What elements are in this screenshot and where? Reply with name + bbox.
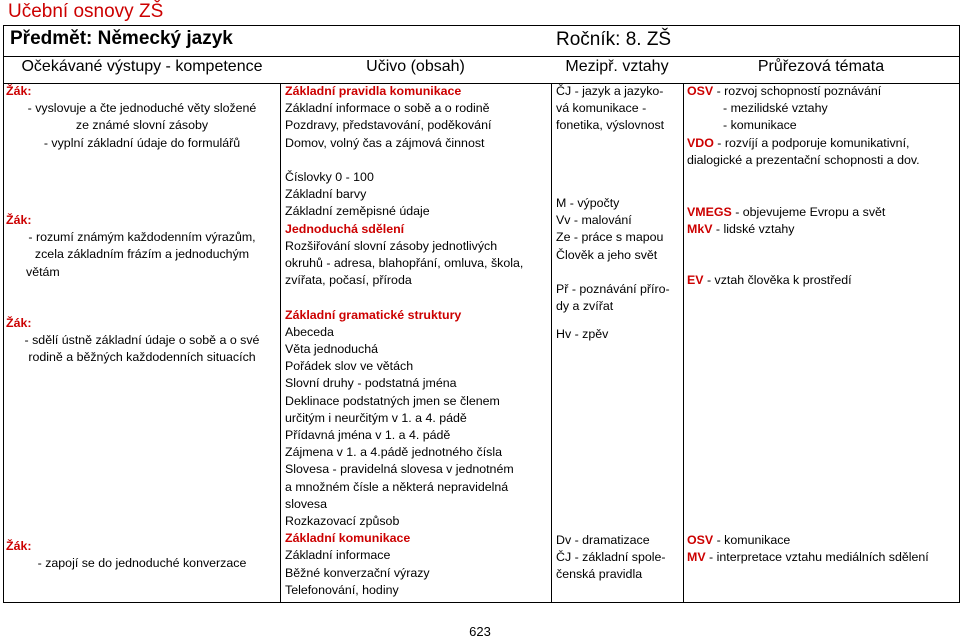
theme-line: MkV - lidské vztahy [687, 222, 795, 237]
relation-line: fonetika, výslovnost [556, 118, 665, 133]
theme-code: VDO [687, 135, 714, 150]
theme-line: EV - vztah člověka k prostředí [687, 273, 852, 287]
content-line: Základní informace o sobě a o rodině [285, 101, 490, 116]
content-line: Slovní druhy - podstatná jména [285, 376, 457, 391]
theme-line: OSV - rozvoj schopností poznávání [687, 84, 882, 98]
content-line: Telefonování, hodiny [285, 582, 399, 597]
relation-line: Ze - práce s mapou [556, 230, 664, 245]
content-line: Rozšiřování slovní zásoby jednotlivých [285, 238, 498, 253]
divider [4, 56, 959, 57]
outputs-group-1 [6, 83, 278, 152]
content-line: Základní informace [285, 548, 391, 563]
relation-line: čenská pravidla [556, 567, 643, 582]
relation-line: Člověk a jeho svět [556, 247, 658, 262]
relation-line: ČJ - základní spole- [556, 550, 666, 565]
output-line: - rozumí známým každodenním výrazům, [28, 230, 256, 245]
content-line: Rozkazovací způsob [285, 514, 400, 529]
header-outputs: Očekávané výstupy - kompetence [21, 58, 263, 75]
theme-line: - komunikace [723, 118, 797, 133]
content-line: okruhů - adresa, blahopřání, omluva, škola, [285, 256, 524, 271]
output-line: - vyslovuje a čte jednoduché věty složené [27, 101, 257, 116]
content-heading: Jednoduchá sdělení [285, 221, 405, 236]
output-line: - sdělí ústně základní údaje o sobě a o své [24, 333, 260, 348]
theme-code: OSV [687, 84, 714, 98]
content-line: Základní zeměpisné údaje [285, 204, 430, 219]
themes-group-4 [687, 532, 957, 566]
content-line: a množném čísle a některá nepravidelná [285, 479, 509, 494]
column-divider [683, 84, 684, 602]
relation-line: Př - poznávání příro- [556, 282, 670, 296]
content-heading: Základní komunikace [285, 531, 411, 546]
content-line: Pořádek slov ve větách [285, 359, 414, 374]
content-line: Věta jednoduchá [285, 342, 379, 357]
column-divider [280, 84, 281, 602]
themes-group-2 [687, 204, 957, 238]
relation-line: dy a zvířat [556, 299, 614, 314]
theme-line: VDO - rozvíjí a podporuje komunikativní, [687, 135, 910, 150]
relation-line: ČJ - jazyk a jazyko- [556, 84, 664, 98]
header-themes: Průřezová témata [757, 58, 885, 75]
zak-label: Žák: [6, 539, 32, 553]
zak-label: Žák: [6, 316, 32, 330]
theme-line: MV - interpretace vztahu mediálních sdělení [687, 550, 929, 565]
relations-group-2 [556, 195, 682, 264]
theme-code: MV [687, 550, 706, 565]
relation-line: Dv - dramatizace [556, 533, 650, 547]
content-line: Slovesa - pravidelná slovesa v jednotném [285, 462, 514, 477]
theme-code: MkV [687, 222, 713, 237]
header-relations: Mezipř. vztahy [565, 58, 669, 75]
output-line: ze známé slovní zásoby [75, 118, 209, 133]
relation-line: Hv - zpěv [556, 327, 609, 341]
theme-line: dialogické a prezentační schopnosti a dov. [687, 152, 920, 167]
themes-group-3 [687, 272, 957, 289]
content-heading: Základní pravidla komunikace [285, 84, 462, 98]
content-heading: Základní gramatické struktury [285, 307, 462, 322]
relation-line: M - výpočty [556, 196, 620, 210]
content-line: zvířata, počasí, příroda [285, 273, 412, 288]
content-column [285, 83, 549, 599]
theme-code: VMEGS [687, 205, 732, 219]
content-line: slovesa [285, 496, 328, 511]
content-line: určitým i neurčitým v 1. a 4. pádě [285, 410, 467, 425]
content-line: Zájmena v 1. a 4.pádě jednotného čísla [285, 445, 502, 460]
zak-label: Žák: [6, 213, 32, 227]
content-line: Domov, volný čas a zájmová činnost [285, 135, 485, 150]
curriculum-table [3, 25, 960, 603]
theme-line: - mezilidské vztahy [723, 101, 828, 116]
page-title: Učební osnovy ZŠ [8, 1, 164, 22]
content-line: Deklinace podstatných jmen se členem [285, 393, 500, 408]
relations-group-3 [556, 281, 682, 315]
content-line: Přídavná jména v 1. a 4. pádě [285, 428, 451, 443]
relations-group-1 [556, 83, 682, 135]
theme-line: VMEGS - objevujeme Evropu a svět [687, 205, 886, 219]
content-line: Pozdravy, představování, poděkování [285, 118, 492, 133]
output-line: zcela základním frázím a jednoduchým [34, 247, 250, 262]
column-divider [551, 84, 552, 602]
subject-title: Předmět: Německý jazyk [10, 28, 233, 49]
relation-line: vá komunikace - [556, 101, 647, 116]
theme-code: EV [687, 273, 704, 287]
output-line: - zapojí se do jednoduché konverzace [37, 556, 247, 571]
page-number: 623 [469, 624, 491, 639]
relation-line: Vv - malování [556, 213, 632, 228]
content-line: Číslovky 0 - 100 [285, 170, 374, 184]
content-line: Základní barvy [285, 187, 367, 202]
relations-group-4 [556, 326, 682, 343]
grade-label: Ročník: 8. ZŠ [556, 29, 672, 50]
relations-group-5 [556, 532, 682, 584]
output-line: rodině a běžných každodenních situacích [28, 350, 256, 365]
theme-code: OSV [687, 533, 714, 547]
outputs-group-2 [6, 212, 278, 281]
outputs-group-3 [6, 315, 278, 367]
outputs-group-4 [6, 538, 278, 572]
theme-line: OSV - komunikace [687, 533, 791, 547]
themes-group-1 [687, 83, 957, 169]
output-line: - vyplní základní údaje do formulářů [43, 135, 241, 150]
content-line: Abeceda [285, 324, 334, 339]
content-line: Běžné konverzační výrazy [285, 565, 430, 580]
zak-label: Žák: [6, 84, 32, 98]
header-content: Učivo (obsah) [366, 58, 465, 75]
output-line: větám [26, 264, 60, 279]
